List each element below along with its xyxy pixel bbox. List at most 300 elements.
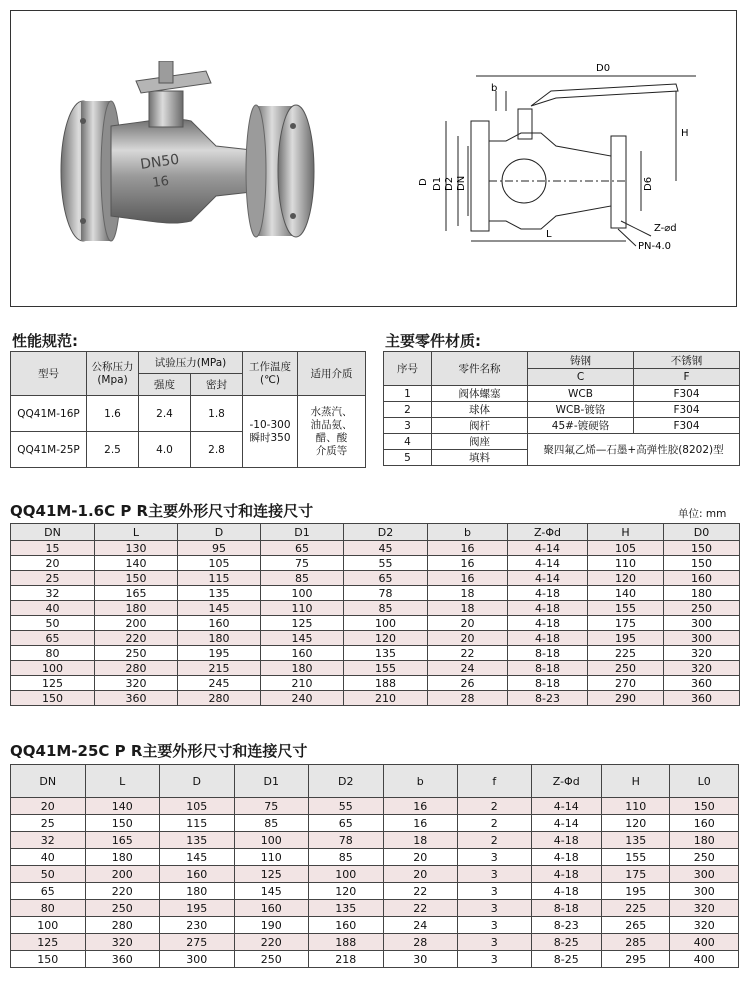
table-cell: 80 <box>11 900 86 917</box>
table-row <box>11 541 740 556</box>
table-cell: 18 <box>428 601 508 616</box>
mat-no: 4 <box>384 434 432 450</box>
label-d6: D6 <box>643 176 654 191</box>
table-cell: 120 <box>588 571 664 586</box>
spec-title: 性能规范: <box>12 332 78 350</box>
table-cell: 145 <box>178 601 261 616</box>
table-cell: 40 <box>11 601 95 616</box>
table-cell: 210 <box>261 676 344 691</box>
table-cell: 65 <box>261 541 344 556</box>
table-row <box>11 646 740 661</box>
table1-header-cell: H <box>588 524 664 541</box>
table-cell: 78 <box>309 832 384 849</box>
table-cell: 175 <box>588 616 664 631</box>
table-cell: 4-14 <box>508 541 588 556</box>
mat-no: 3 <box>384 418 432 434</box>
table2-header-cell: Z-Φd <box>531 765 601 798</box>
mat-c: WCB <box>528 386 634 402</box>
table-cell: 140 <box>588 586 664 601</box>
table-cell: 250 <box>588 661 664 676</box>
table-cell: 180 <box>261 661 344 676</box>
table-cell: 160 <box>670 815 739 832</box>
table2-header-cell: DN <box>11 765 86 798</box>
table-cell: 20 <box>11 798 86 815</box>
table-cell: 150 <box>664 541 740 556</box>
mat-part: 球体 <box>432 402 528 418</box>
table-cell: 135 <box>178 586 261 601</box>
table-cell: 245 <box>178 676 261 691</box>
mat-header-c: C <box>528 369 634 386</box>
table-cell: 25 <box>11 571 95 586</box>
table-cell: 320 <box>664 646 740 661</box>
table-cell: 155 <box>344 661 428 676</box>
table-cell: 4-14 <box>508 556 588 571</box>
table-cell: 160 <box>309 917 384 934</box>
table-cell: 8-23 <box>531 917 601 934</box>
mat-f: F304 <box>634 386 740 402</box>
table-cell: 125 <box>261 616 344 631</box>
mat-c: WCB-镀铬 <box>528 402 634 418</box>
table-cell: 4-18 <box>508 616 588 631</box>
table-cell: 22 <box>383 883 458 900</box>
table-cell: 100 <box>11 661 95 676</box>
label-d: D <box>418 178 429 186</box>
table-cell: 360 <box>664 676 740 691</box>
table-cell: 240 <box>261 691 344 706</box>
table-cell: 8-18 <box>508 661 588 676</box>
table1-header-cell: DN <box>11 524 95 541</box>
table-cell: 200 <box>85 866 160 883</box>
table-cell: 360 <box>85 951 160 968</box>
spec-medium: 水蒸汽、 油品氨、 醋、酸 介质等 <box>298 396 366 468</box>
table-cell: 215 <box>178 661 261 676</box>
materials-table <box>383 351 740 466</box>
table-cell: 30 <box>383 951 458 968</box>
table-cell: 190 <box>234 917 309 934</box>
table-cell: 95 <box>178 541 261 556</box>
table-cell: 15 <box>11 541 95 556</box>
table-row <box>11 883 739 900</box>
table-cell: 230 <box>160 917 235 934</box>
mat-row <box>384 434 740 450</box>
table-cell: 180 <box>85 849 160 866</box>
mat-merged: 聚四氟乙烯—石墨+高弹性胶(8202)型 <box>528 434 740 466</box>
table-cell: 320 <box>664 661 740 676</box>
table-cell: 32 <box>11 832 86 849</box>
spec-seal: 2.8 <box>191 432 243 468</box>
cast-mark-dn: DN50 <box>139 151 181 173</box>
mat-f: F304 <box>634 418 740 434</box>
table-row <box>11 849 739 866</box>
table-cell: 28 <box>428 691 508 706</box>
mat-header-ss: 不锈钢 <box>634 352 740 369</box>
table-cell: 400 <box>670 934 739 951</box>
table-cell: 16 <box>428 556 508 571</box>
table-cell: 22 <box>383 900 458 917</box>
table-cell: 120 <box>309 883 384 900</box>
table-cell: 180 <box>178 631 261 646</box>
table-cell: 188 <box>344 676 428 691</box>
table1 <box>10 523 740 706</box>
table-cell: 16 <box>428 541 508 556</box>
table-cell: 300 <box>664 631 740 646</box>
spec-strength: 4.0 <box>139 432 191 468</box>
table-cell: 195 <box>588 631 664 646</box>
table-cell: 24 <box>383 917 458 934</box>
table-cell: 175 <box>601 866 669 883</box>
table-cell: 4-14 <box>531 815 601 832</box>
label-l: L <box>546 229 552 240</box>
table-cell: 110 <box>588 556 664 571</box>
table-cell: 16 <box>428 571 508 586</box>
spec-table <box>10 351 366 468</box>
table-cell: 20 <box>383 866 458 883</box>
table-cell: 120 <box>601 815 669 832</box>
table-cell: 400 <box>670 951 739 968</box>
table-cell: 180 <box>670 832 739 849</box>
table-row <box>11 676 740 691</box>
table-cell: 160 <box>664 571 740 586</box>
table-row <box>11 951 739 968</box>
table-cell: 65 <box>309 815 384 832</box>
table2-header-cell: D1 <box>234 765 309 798</box>
mat-part: 阀杆 <box>432 418 528 434</box>
table-cell: 2 <box>458 832 532 849</box>
table-cell: 270 <box>588 676 664 691</box>
spec-header-test: 试验压力(MPa) <box>139 352 243 374</box>
table-cell: 110 <box>234 849 309 866</box>
table-cell: 125 <box>11 934 86 951</box>
table-cell: 75 <box>261 556 344 571</box>
table-cell: 300 <box>664 616 740 631</box>
table-cell: 100 <box>261 586 344 601</box>
table-row <box>11 556 740 571</box>
table-cell: 8-25 <box>531 951 601 968</box>
table-cell: 145 <box>234 883 309 900</box>
table-cell: 195 <box>601 883 669 900</box>
table-cell: 160 <box>234 900 309 917</box>
valve-photo <box>41 61 371 307</box>
table-row <box>11 832 739 849</box>
table-cell: 8-18 <box>531 900 601 917</box>
table-cell: 3 <box>458 849 532 866</box>
table-cell: 75 <box>234 798 309 815</box>
mat-row <box>384 386 740 402</box>
spec-strength: 2.4 <box>139 396 191 432</box>
table-cell: 210 <box>344 691 428 706</box>
table-cell: 225 <box>588 646 664 661</box>
cast-mark-pressure: 16 <box>151 173 170 191</box>
table-cell: 320 <box>85 934 160 951</box>
table-cell: 150 <box>85 815 160 832</box>
table2-header-cell: f <box>458 765 532 798</box>
table-cell: 360 <box>664 691 740 706</box>
table-cell: 100 <box>309 866 384 883</box>
table-cell: 20 <box>428 616 508 631</box>
table-cell: 140 <box>85 798 160 815</box>
mat-row <box>384 402 740 418</box>
spec-temp: -10-300 瞬时350 <box>243 396 298 468</box>
mat-part: 填料 <box>432 450 528 466</box>
mat-f: F304 <box>634 402 740 418</box>
table-cell: 65 <box>11 883 86 900</box>
table-cell: 8-25 <box>531 934 601 951</box>
spec-pressure: 2.5 <box>87 432 139 468</box>
table-cell: 80 <box>11 646 95 661</box>
mat-no: 5 <box>384 450 432 466</box>
table-cell: 8-23 <box>508 691 588 706</box>
table-cell: 105 <box>160 798 235 815</box>
table-cell: 28 <box>383 934 458 951</box>
table-cell: 4-18 <box>531 849 601 866</box>
table-cell: 280 <box>95 661 178 676</box>
table-cell: 18 <box>428 586 508 601</box>
table-cell: 65 <box>344 571 428 586</box>
table-cell: 110 <box>261 601 344 616</box>
table-cell: 105 <box>588 541 664 556</box>
table-cell: 155 <box>588 601 664 616</box>
spec-row <box>11 396 366 432</box>
table-row <box>11 934 739 951</box>
table1-unit: 单位: mm <box>678 508 727 520</box>
spec-header-temp: 工作温度 (℃) <box>243 352 298 396</box>
table-cell: 150 <box>670 798 739 815</box>
table2-header-row <box>11 765 739 798</box>
mat-header-no: 序号 <box>384 352 432 386</box>
table-cell: 3 <box>458 866 532 883</box>
table2-header-cell: L0 <box>670 765 739 798</box>
table-cell: 3 <box>458 883 532 900</box>
table-cell: 40 <box>11 849 86 866</box>
table-cell: 4-18 <box>508 631 588 646</box>
table-cell: 250 <box>85 900 160 917</box>
table1-header-cell: Z-Φd <box>508 524 588 541</box>
table-cell: 135 <box>344 646 428 661</box>
table-cell: 65 <box>11 631 95 646</box>
table-cell: 18 <box>383 832 458 849</box>
table-row <box>11 571 740 586</box>
table-cell: 145 <box>160 849 235 866</box>
table-cell: 145 <box>261 631 344 646</box>
mat-header-cast: 铸钢 <box>528 352 634 369</box>
table-cell: 200 <box>95 616 178 631</box>
table-cell: 250 <box>95 646 178 661</box>
table1-header-cell: b <box>428 524 508 541</box>
mat-header-f: F <box>634 369 740 386</box>
table-cell: 285 <box>601 934 669 951</box>
materials-title: 主要零件材质: <box>385 332 481 350</box>
mat-part: 阀体螺塞 <box>432 386 528 402</box>
table-cell: 135 <box>309 900 384 917</box>
table-cell: 120 <box>344 631 428 646</box>
table1-title: QQ41M-1.6C P R主要外形尺寸和连接尺寸 <box>10 502 314 520</box>
table-cell: 360 <box>95 691 178 706</box>
table-cell: 3 <box>458 934 532 951</box>
table-cell: 85 <box>261 571 344 586</box>
table-cell: 195 <box>178 646 261 661</box>
table-cell: 220 <box>85 883 160 900</box>
table-cell: 50 <box>11 866 86 883</box>
table-cell: 125 <box>11 676 95 691</box>
table-row <box>11 601 740 616</box>
table-cell: 22 <box>428 646 508 661</box>
table-cell: 4-14 <box>508 571 588 586</box>
table-cell: 135 <box>160 832 235 849</box>
table-cell: 320 <box>670 917 739 934</box>
table-cell: 100 <box>11 917 86 934</box>
table-cell: 280 <box>85 917 160 934</box>
table-row <box>11 866 739 883</box>
table-cell: 125 <box>234 866 309 883</box>
table-cell: 85 <box>234 815 309 832</box>
table-cell: 16 <box>383 798 458 815</box>
product-illustration-panel <box>10 10 737 307</box>
table2-title: QQ41M-25C P R主要外形尺寸和连接尺寸 <box>10 742 308 760</box>
table-cell: 85 <box>309 849 384 866</box>
table-cell: 265 <box>601 917 669 934</box>
label-pn: PN-4.0 <box>638 241 672 251</box>
table-cell: 115 <box>178 571 261 586</box>
table-cell: 55 <box>309 798 384 815</box>
table-cell: 55 <box>344 556 428 571</box>
label-b: b <box>491 83 498 94</box>
table-cell: 320 <box>670 900 739 917</box>
table-cell: 250 <box>664 601 740 616</box>
table-cell: 180 <box>664 586 740 601</box>
table1-header-cell: D <box>178 524 261 541</box>
table-cell: 300 <box>160 951 235 968</box>
mat-c: 45#-镀硬铬 <box>528 418 634 434</box>
table-cell: 188 <box>309 934 384 951</box>
table1-header-row <box>11 524 740 541</box>
table-cell: 280 <box>178 691 261 706</box>
table-cell: 250 <box>234 951 309 968</box>
table-row <box>11 616 740 631</box>
mat-header-part: 零件名称 <box>432 352 528 386</box>
label-dn: DN <box>456 175 467 191</box>
table-cell: 160 <box>160 866 235 883</box>
table-row <box>11 815 739 832</box>
label-zd: Z-⌀d <box>654 223 677 234</box>
table-cell: 20 <box>383 849 458 866</box>
table-row <box>11 661 740 676</box>
table-cell: 250 <box>670 849 739 866</box>
table-cell: 16 <box>383 815 458 832</box>
table-cell: 8-18 <box>508 676 588 691</box>
table-cell: 3 <box>458 951 532 968</box>
table-cell: 150 <box>664 556 740 571</box>
table-cell: 50 <box>11 616 95 631</box>
table-cell: 2 <box>458 798 532 815</box>
table-cell: 26 <box>428 676 508 691</box>
label-d2: D2 <box>444 176 455 191</box>
table-row <box>11 631 740 646</box>
table-cell: 165 <box>95 586 178 601</box>
table-cell: 3 <box>458 917 532 934</box>
table-row <box>11 691 740 706</box>
table-cell: 300 <box>670 866 739 883</box>
table-cell: 155 <box>601 849 669 866</box>
table-cell: 110 <box>601 798 669 815</box>
table-cell: 150 <box>11 951 86 968</box>
table-cell: 100 <box>234 832 309 849</box>
table-cell: 165 <box>85 832 160 849</box>
table-cell: 220 <box>95 631 178 646</box>
table-cell: 20 <box>428 631 508 646</box>
table-cell: 20 <box>11 556 95 571</box>
spec-header-model: 型号 <box>11 352 87 396</box>
mat-no: 2 <box>384 402 432 418</box>
table-cell: 150 <box>95 571 178 586</box>
table-cell: 160 <box>178 616 261 631</box>
table-row <box>11 900 739 917</box>
table-cell: 8-18 <box>508 646 588 661</box>
spec-model: QQ41M-25P <box>11 432 87 468</box>
spec-model: QQ41M-16P <box>11 396 87 432</box>
table-cell: 140 <box>95 556 178 571</box>
table-cell: 180 <box>160 883 235 900</box>
table-cell: 4-18 <box>531 866 601 883</box>
table-cell: 150 <box>11 691 95 706</box>
technical-drawing <box>406 51 726 251</box>
spec-header-seal: 密封 <box>191 374 243 396</box>
table-cell: 3 <box>458 900 532 917</box>
table-cell: 195 <box>160 900 235 917</box>
table2 <box>10 764 739 968</box>
table-cell: 32 <box>11 586 95 601</box>
table-cell: 100 <box>344 616 428 631</box>
table2-header-cell: L <box>85 765 160 798</box>
table-cell: 4-14 <box>531 798 601 815</box>
table-row <box>11 798 739 815</box>
table-cell: 115 <box>160 815 235 832</box>
table-cell: 290 <box>588 691 664 706</box>
table-cell: 160 <box>261 646 344 661</box>
table-cell: 2 <box>458 815 532 832</box>
table-row <box>11 917 739 934</box>
table-cell: 45 <box>344 541 428 556</box>
spec-header-pressure: 公称压力 (Mpa) <box>87 352 139 396</box>
table-cell: 135 <box>601 832 669 849</box>
label-h: H <box>681 128 689 139</box>
table-cell: 24 <box>428 661 508 676</box>
spec-header-strength: 强度 <box>139 374 191 396</box>
table2-header-cell: b <box>383 765 458 798</box>
table-cell: 130 <box>95 541 178 556</box>
table-row <box>11 586 740 601</box>
mat-part: 阀座 <box>432 434 528 450</box>
table1-header-cell: D1 <box>261 524 344 541</box>
table2-header-cell: D <box>160 765 235 798</box>
table-cell: 218 <box>309 951 384 968</box>
table-cell: 295 <box>601 951 669 968</box>
spec-pressure: 1.6 <box>87 396 139 432</box>
table-cell: 220 <box>234 934 309 951</box>
table-cell: 180 <box>95 601 178 616</box>
table-cell: 85 <box>344 601 428 616</box>
table-cell: 4-18 <box>508 586 588 601</box>
mat-no: 1 <box>384 386 432 402</box>
table-cell: 105 <box>178 556 261 571</box>
table-cell: 300 <box>670 883 739 900</box>
table-cell: 275 <box>160 934 235 951</box>
label-d0: D0 <box>596 63 611 74</box>
label-d1: D1 <box>432 176 443 191</box>
spec-header-medium: 适用介质 <box>298 352 366 396</box>
table-cell: 4-18 <box>508 601 588 616</box>
table1-header-cell: D2 <box>344 524 428 541</box>
table-cell: 320 <box>95 676 178 691</box>
